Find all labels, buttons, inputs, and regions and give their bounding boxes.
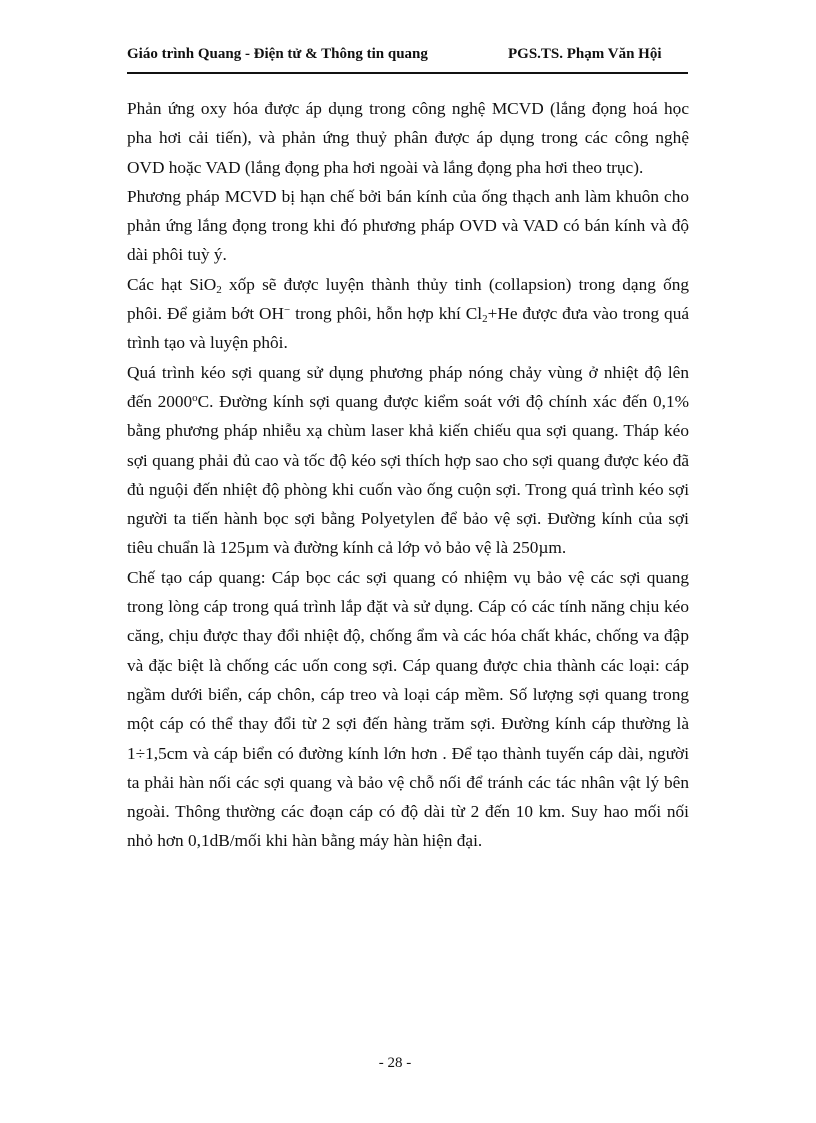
paragraph-oxidation: Phản ứng oxy hóa được áp dụng trong công nghệ MCVD (lắng đọng hoá học pha hơi cải tiến), và phản ứng thuỷ phân được áp dụng trong các công nghệ OVD hoặc VAD (lắng đọng pha hơi ngoài và lắng đọng pha hơi theo trục).	[127, 99, 689, 177]
paragraph-fiber-drawing: Quá trình kéo sợi quang sử dụng phương pháp nóng chảy vùng ở nhiệt độ lên đến 2000$^o$C. Đường kính sợi quang được kiểm soát với độ chính xác đến 0,1% bằng phương pháp nhiễu xạ chùm laser khả kiến chiếu qua sợi quang. Tháp kéo sợi quang phải đủ cao và tốc độ kéo sợi thích hợp sao cho sợi quang được kéo đã đủ nguội đến nhiệt độ phòng khi cuốn vào ống cuộn sợi. Trong quá trình kéo sợi người ta tiến hành bọc sợi bằng Polyetylen để bảo vệ sợi. Đường kính của sợi tiêu chuẩn là 125µm và đường kính cả lớp vỏ bảo vệ là 250µm.	[127, 362, 689, 558]
page-header	[127, 46, 687, 70]
paragraph-mcvd-limits: Phương pháp MCVD bị hạn chế bởi bán kính của ống thạch anh làm khuôn cho phản ứng lắng đọng trong khi đó phương pháp OVD và VAD có bán kính và độ dài phôi tuỳ ý.	[127, 186, 689, 265]
paragraph-sio2-collapsion: Các hạt SiO$_2$ xốp sẽ được luyện thành thủy tinh (collapsion) trong dạng ống phôi. Để giảm bớt OH− trong phôi, hỗn hợp khí $Cl_2+He$ được đưa vào trong quá trình tạo và luyện phôi.	[127, 274, 690, 353]
body-text	[127, 94, 689, 856]
page-number: - 28 -	[378, 1055, 412, 1071]
header-divider	[127, 72, 688, 74]
paragraph-cable-manufacturing: Chế tạo cáp quang: Cáp bọc các sợi quang có nhiệm vụ bảo vệ các sợi quang trong lòng cáp trong quá trình lắp đặt và sử dụng. Cáp có các tính năng chịu kéo căng, chịu được thay đổi nhiệt độ, chống ẩm và các hóa chất khác, chống va đập và đặc biệt là chống các uốn cong sợi. Cáp quang được chia thành các loại: cáp ngầm dưới biển, cáp chôn, cáp treo và loại cáp mềm. Số lượng sợi quang trong một cáp có thể thay đổi từ 2 sợi đến hàng trăm sợi. Đường kính cáp thường là 1÷1,5cm và cáp biển có đường kính lớn hơn . Để tạo thành tuyến cáp dài, người ta phải hàn nối các sợi quang và bảo vệ chỗ nối để tránh các tác nhân vật lý bên ngoài. Thông thường các đoạn cáp có độ dài từ 2 đến 10 km. Suy hao mối nối nhỏ hơn 0,1dB/mối khi hàn bằng máy hàn hiện đại.	[127, 567, 689, 851]
header-author: PGS.TS. Phạm Văn Hội	[508, 46, 662, 62]
header-book-title: Giáo trình Quang - Điện tử & Thông tin quang	[127, 46, 428, 62]
